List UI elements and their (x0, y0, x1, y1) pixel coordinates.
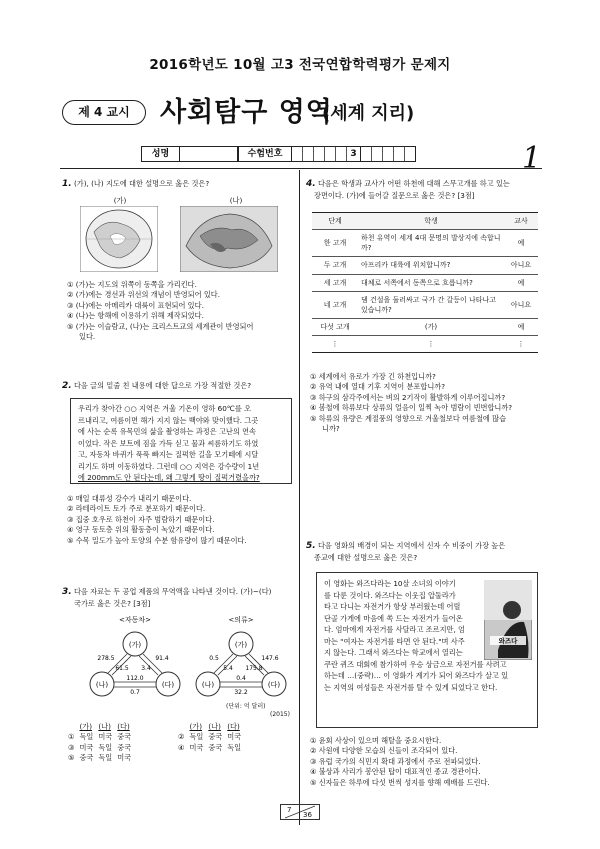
step-cell: 다섯 고개 (312, 318, 358, 335)
question-stem-continued: 종교에 대한 설명으로 옳은 것은? (314, 553, 418, 563)
exam-number-digit: 3 (347, 147, 361, 161)
flow-value: 175.8 (245, 665, 263, 672)
passage-line: 단골 가게에 마음에 쏙 드는 자전거가 들어온 (324, 613, 463, 623)
table-row (312, 336, 538, 353)
flow-value: 0.5 (209, 655, 219, 662)
question-cell: ⋮ (358, 336, 504, 353)
step-cell: 두 고개 (312, 257, 358, 274)
q3-choices-right (178, 722, 246, 753)
footer-page-current: 7 (287, 806, 292, 814)
answer-cell: ⋮ (504, 336, 538, 353)
q2-options (67, 494, 295, 546)
passage-line: 타고 다니는 자전거가 항상 부러웠는데 어릴 (324, 602, 461, 612)
question-cell: 하천 유역이 세계 4대 문명의 발상지에 속합니까? (358, 230, 504, 257)
map-b-label: (나) (229, 196, 243, 205)
answer-option[interactable]: ② 라테라이트 토가 주로 분포하기 때문이다. (67, 504, 206, 514)
map-b-image (180, 206, 278, 272)
q5-options (310, 736, 542, 788)
step-cell: ⋮ (312, 336, 358, 353)
exam-number-cell[interactable] (383, 147, 394, 161)
table-row (312, 291, 538, 318)
country: 미국 (79, 742, 94, 752)
answer-option[interactable] (68, 753, 136, 763)
passage-line: 이었다. 작은 보트에 짐을 가득 싣고 물과 씨름하기도 하였 (78, 438, 259, 448)
passage-line: 는 지역의 여성들은 자전거를 탈 수 있게 되었다고 한다. (324, 682, 498, 692)
answer-option[interactable]: ⑤ 신자들은 하루에 다섯 번씩 성지를 향해 예배를 드린다. (310, 777, 490, 787)
unit-note: (단위: 억 달러) (226, 703, 266, 710)
answer-option[interactable]: ② (가)에는 경선과 위선의 개념이 반영되어 있다. (67, 290, 221, 300)
passage-line: 지 않는다. 그래서 와즈다는 학교에서 열리는 (324, 648, 463, 658)
answer-option[interactable]: ③ (나)에는 아메리카 대륙이 표현되어 있다. (67, 300, 204, 310)
answer-option-continued: 니까? (322, 424, 340, 434)
option-marker: ⑤ (68, 753, 75, 763)
question-number: 4. (306, 179, 316, 189)
choice-header: (가) (79, 722, 93, 731)
answer-cell: 아니요 (504, 257, 538, 274)
exam-number-cell[interactable] (325, 147, 336, 161)
q1-options (67, 280, 295, 343)
table-row (312, 274, 538, 291)
answer-option[interactable]: ④ 불상과 사리가 봉안된 탑이 대표적인 종교 경관이다. (310, 767, 481, 777)
exam-number-cell[interactable] (303, 147, 314, 161)
answer-option[interactable]: ② 유역 내에 열대 기후 지역이 분포합니까? (310, 382, 446, 392)
country: 중국 (79, 753, 94, 763)
answer-option[interactable]: ④ 영구 동토층 위의 활동층이 녹았기 때문이다. (67, 525, 215, 535)
diagram-title: <자동차> (118, 616, 152, 624)
question-4 (306, 178, 542, 201)
answer-option[interactable]: ⑤ (가)는 이슬람교, (나)는 크리스트교의 세계관이 반영되어 (67, 321, 254, 331)
step-cell: 네 고개 (312, 291, 358, 318)
exam-number-label: 수험번호 (238, 147, 292, 161)
table-header: 학생 (358, 213, 504, 230)
answer-cell: 예 (504, 318, 538, 335)
trade-diagram-automobiles (80, 614, 190, 704)
diagram-title: <의류> (228, 616, 254, 624)
question-stem: 다음 글의 밑줄 친 내용에 대한 답으로 가장 적절한 것은? (73, 381, 252, 390)
name-label: 성명 (141, 147, 180, 161)
answer-option-continued: 있다. (79, 332, 96, 342)
answer-option[interactable] (68, 732, 136, 742)
option-marker: ④ (178, 742, 185, 752)
question-stem: 다음은 학생과 교사가 어떤 하천에 대해 스무고개를 하고 있는 (317, 179, 510, 188)
country: 중국 (208, 732, 223, 742)
answer-option[interactable]: ④ (나)는 항해에 이용하기 위해 제작되었다. (67, 311, 204, 321)
answer-option[interactable]: ③ 하구의 삼각주에서는 벼의 2기작이 활발하게 이루어집니까? (310, 392, 506, 402)
answer-cell: 아니요 (504, 291, 538, 318)
question-stem-continued: 장면이다. (가)에 들어갈 질문으로 옳은 것은? [3점] (314, 191, 475, 201)
session-badge: 제 4 교시 (62, 100, 146, 125)
question-number: 3. (62, 587, 72, 597)
option-marker: ③ (68, 742, 75, 752)
exam-number-cell[interactable] (336, 147, 347, 161)
answer-option[interactable] (178, 732, 246, 742)
flow-value: 0.4 (236, 675, 246, 682)
answer-option[interactable]: ① 매일 대류성 강수가 내리기 때문이다. (67, 494, 192, 503)
country: 중국 (208, 742, 223, 752)
node-label: (가) (234, 641, 248, 649)
flow-value: 32.2 (234, 689, 248, 696)
question-stem: 다음 영화의 배경이 되는 지역에서 신자 수 비중이 가장 높은 (317, 541, 506, 550)
subject-title: 사회탐구 영역 (160, 97, 333, 128)
country: 중국 (117, 732, 132, 742)
country: 독일 (79, 732, 94, 742)
answer-cell: 예 (504, 230, 538, 257)
map-a-image (80, 206, 158, 272)
table-row (312, 257, 538, 274)
answer-option[interactable]: ⑤ 수목 밀도가 높아 토양의 수분 함유량이 많기 때문이다. (67, 535, 247, 545)
flow-value: 61.5 (115, 665, 129, 672)
node-label: (다) (161, 681, 175, 689)
answer-option[interactable]: ④ 봄철에 하류보다 상류의 얼음이 일찍 녹아 범람이 빈번합니까? (310, 403, 513, 413)
passage-line: 르내리고, 여름이면 해가 지지 않는 백야와 맞이했다. 그곳 (78, 415, 259, 425)
question-cell: (가) (358, 318, 504, 335)
trade-diagram-clothing (186, 614, 296, 704)
question-2 (62, 380, 294, 393)
column-divider (299, 170, 300, 825)
option-marker: ① (68, 732, 75, 742)
answer-option[interactable]: ③ 유럽 국가의 식민지 확대 과정에서 주로 전파되었다. (310, 756, 481, 766)
step-cell: 세 고개 (312, 274, 358, 291)
country: 미국 (117, 753, 132, 763)
flow-value: 112.0 (126, 675, 144, 682)
table-row (312, 230, 538, 257)
country: 미국 (98, 732, 113, 742)
passage-line: 하는데 …(중략)… 이 영화가 계기가 되어 와즈다가 살고 있 (324, 671, 509, 681)
exam-number-cell[interactable] (372, 147, 383, 161)
passage-line: 고, 자동차 바퀴가 푹푹 빠지는 질퍽한 길을 모기떼에 시달 (78, 450, 259, 460)
choice-header: (나) (98, 722, 111, 731)
question-cell: 대체로 서쪽에서 동쪽으로 흐릅니까? (358, 274, 504, 291)
flow-value: 0.7 (130, 689, 140, 696)
node-label: (가) (128, 641, 142, 649)
answer-option[interactable]: ① 윤회 사상이 있으며 해탈을 중요시한다. (310, 736, 442, 745)
map-a-label: (가) (113, 196, 127, 205)
country: 독일 (98, 753, 113, 763)
flow-value: 147.6 (261, 655, 279, 662)
year-note: (2015) (270, 711, 290, 718)
flow-value: 91.4 (155, 655, 169, 662)
question-stem: 다음 자료는 두 공업 제품의 무역액을 나타낸 것이다. (가)~(다) (73, 587, 272, 596)
footer-page-total: 36 (303, 811, 312, 819)
passage-line: 쿠란 퀴즈 대회에 참가하여 우승 상금으로 자전거를 사려고 (324, 659, 507, 669)
step-cell: 한 고개 (312, 230, 358, 257)
passage-underlined-text: 에 200mm도 안 된다는데, 왜 그렇게 땅이 질퍽거렸을까? (78, 473, 260, 483)
question-5 (306, 540, 542, 563)
choice-header: (다) (227, 722, 240, 731)
exam-number-cell[interactable] (405, 147, 416, 161)
answer-option[interactable] (68, 743, 136, 753)
page-number: 1 (522, 141, 542, 176)
q2-passage (70, 398, 292, 484)
country: 중국 (117, 742, 132, 752)
flow-value: 5.4 (223, 665, 233, 672)
question-stem-continued: 국가로 옳은 것은? [3점] (74, 599, 151, 609)
q3-choices-left (68, 722, 136, 764)
question-number: 1. (62, 179, 72, 189)
exam-title: 2016학년도 10월 고3 전국연합학력평가 문제지 (149, 57, 451, 73)
question-1 (62, 178, 292, 191)
answer-option[interactable] (178, 743, 246, 753)
footer-page-indicator (280, 804, 320, 820)
passage-line: 를 다룬 것이다. 와즈다는 이웃집 압둘라가 (324, 590, 456, 600)
header-rule (60, 168, 542, 169)
question-3 (62, 586, 294, 609)
question-cell: 댐 건설을 둘러싸고 국가 간 갈등이 나타나고 있습니까? (358, 291, 504, 318)
flow-value: 3.4 (141, 665, 151, 672)
country: 독일 (98, 742, 113, 752)
flow-value: 278.5 (97, 655, 115, 662)
country: 미국 (189, 742, 204, 752)
subject-subtitle: (세계 지리) (322, 103, 415, 124)
answer-option[interactable]: ① 세계에서 유로가 가장 긴 하천입니까? (310, 372, 436, 381)
exam-number-cell[interactable] (394, 147, 405, 161)
poster-title: 와즈다 (498, 637, 518, 645)
name-field[interactable] (180, 147, 238, 161)
question-number: 5. (306, 541, 316, 551)
answer-option[interactable]: ① (가)는 지도의 위쪽이 동쪽을 가리킨다. (67, 280, 197, 289)
choice-header: (가) (189, 722, 203, 731)
table-header: 교사 (504, 213, 538, 230)
answer-option[interactable]: ③ 집중 호우로 하천이 자주 범람하기 때문이다. (67, 514, 215, 524)
country: 미국 (227, 732, 242, 742)
question-stem: (가), (나) 지도에 대한 설명으로 옳은 것은? (73, 179, 210, 188)
table-header: 단계 (312, 213, 358, 230)
answer-option[interactable]: ② 사원에 다양한 모습의 신들이 조각되어 있다. (310, 746, 458, 756)
passage-line: 마는 "여자는 자전거를 타면 안 된다."며 사주 (324, 636, 465, 646)
answer-cell: 예 (504, 274, 538, 291)
choice-header: (나) (208, 722, 221, 731)
node-label: (다) (267, 681, 281, 689)
choice-header: (다) (117, 722, 130, 731)
examinee-info-bar (141, 146, 416, 162)
question-cell: 아프리카 대륙에 위치합니까? (358, 257, 504, 274)
exam-number-cell[interactable] (292, 147, 303, 161)
exam-number-cell[interactable] (314, 147, 325, 161)
node-label: (나) (95, 681, 109, 689)
passage-line: 이 영화는 와즈다라는 10살 소녀의 이야기 (324, 579, 456, 588)
country: 독일 (227, 742, 242, 752)
option-marker: ② (178, 732, 185, 742)
question-number: 2. (62, 381, 72, 391)
exam-number-cell[interactable] (361, 147, 372, 161)
movie-poster-image (484, 580, 532, 660)
passage-line: 다. 엄마에게 자전거를 사달라고 조르지만, 엄 (324, 625, 465, 635)
passage-line: 우리가 찾아간 ○○ 지역은 겨울 기온이 영하 60℃를 오 (78, 404, 252, 413)
passage-line: 에 사는 순록 유목민의 삶을 촬영하는 과정은 고난의 연속 (78, 427, 256, 437)
table-row (312, 318, 538, 335)
answer-option[interactable]: ⑤ 하류의 유량은 계절풍의 영향으로 겨울철보다 여름철에 많습 (310, 413, 507, 423)
node-label: (나) (201, 681, 215, 689)
country: 독일 (189, 732, 204, 742)
passage-line: 리기도 하며 이동하였다. 그런데 ○○ 지역은 강수량이 1년 (78, 461, 260, 471)
twenty-questions-table (312, 212, 538, 353)
q4-options (310, 372, 542, 435)
